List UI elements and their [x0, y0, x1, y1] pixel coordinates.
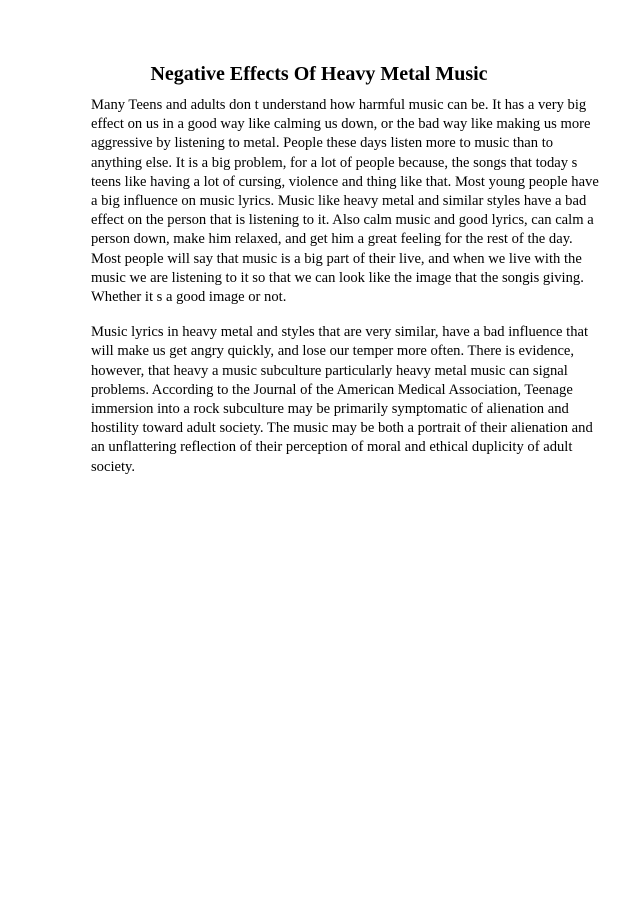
document-body: [91, 96, 601, 477]
paragraph-1: Many Teens and adults don t understand how harmful music can be. It has a very big effect on us in a good way like calming us down, or the bad way like making us more aggressive by listening to metal. People these days listen more to music than to anything else. It is a big problem, for a lot of people because, the songs that today s teens like having a lot of cursing, violence and thing like that. Most young people have a big influence on music lyrics. Music like heavy metal and similar styles have a bad effect on the person that is listening to it. Also calm music and good lyrics, can calm a person down, make him relaxed, and get him a great feeling for the rest of the day. Most people will say that music is a big part of their live, and when we live with the music we are listening to it so that we can look like the image that the songis giving. Whether it s a good image or not.: [91, 97, 599, 306]
document-title: Negative Effects Of Heavy Metal Music: [150, 63, 488, 85]
paragraph-2: Music lyrics in heavy metal and styles that are very similar, have a bad influence that will make us get angry quickly, and lose our temper more often. There is evidence, however, that heavy a music subculture particularly heavy metal music can signal problems. According to the Journal of the American Medical Association, Teenage immersion into a rock subculture may be primarily symptomatic of alienation and hostility toward adult society. The music may be both a portrait of their alienation and an unflattering reflection of their perception of moral and ethical duplicity of adult society.: [91, 324, 593, 475]
